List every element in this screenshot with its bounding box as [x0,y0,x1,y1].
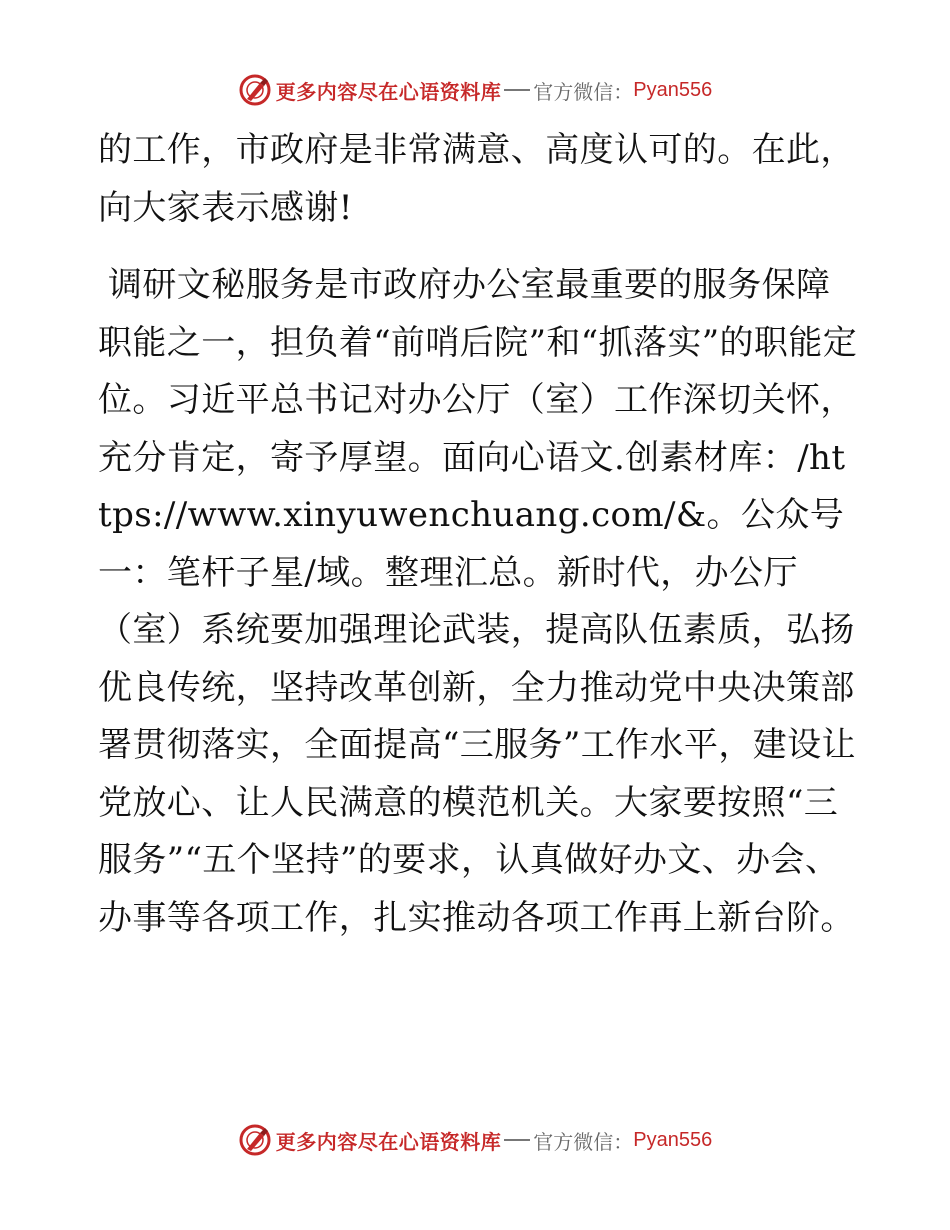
pen-nib-circle-logo-icon [238,1123,272,1157]
banner-title: 更多内容尽在心语资料库 [275,1129,502,1154]
footer-banner [0,1120,950,1160]
header-banner [0,70,950,110]
paragraph-1: 的工作，市政府是非常满意、高度认可的。在此，向大家表示感谢! [98,130,855,228]
banner-wechat-label: 官方微信： [533,79,634,104]
paragraph-2: 调研文秘服务是市政府办公室最重要的服务保障职能之一，担负着“前哨后院”和“抓落实”的职能定位。习近平总书记对办公厅（室）工作深切关怀，充分肯定，寄予厚望。面向心语文.创素材库：/https://www.xinyuwenchuang.com/&。公众号一：笔杆子星/域。整理汇总。新时代，办公厅（室）系统要加强理论武装，提高队伍素质，弘扬优良传统，坚持改革创新，全力推动党中央决策部署贯彻落实，全面提高“三服务”工作水平，建设让党放心、让人民满意的模范机关。大家要按照“三服务”“五个坚持”的要求，认真做好办文、办会、办事等各项工作，扎实推动各项工作再上新台阶。 [98,265,858,938]
pen-nib-circle-logo-icon [238,73,272,107]
banner-wechat-label: 官方微信： [533,1129,634,1154]
document-body [98,122,858,947]
banner-wechat-account: Pyan556 [633,1128,713,1151]
banner-dash-separator [504,1139,530,1141]
banner-title: 更多内容尽在心语资料库 [275,79,502,104]
banner-wechat-account: Pyan556 [633,78,713,101]
banner-dash-separator [504,89,530,91]
